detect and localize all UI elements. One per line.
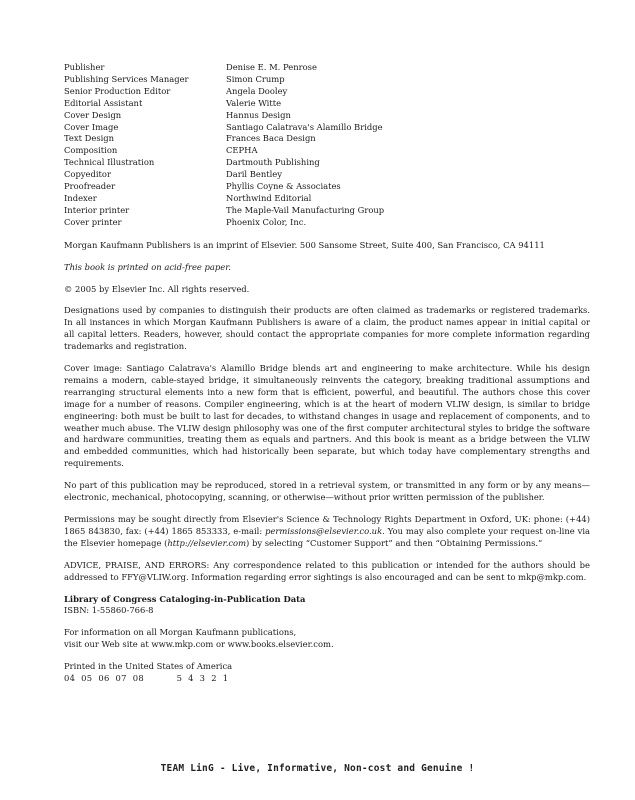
credit-name: Northwind Editorial (226, 192, 312, 203)
credit-role: Interior printer (64, 204, 130, 215)
credit-role: Senior Production Editor (64, 85, 171, 96)
copyright-notice: © 2005 by Elsevier Inc. All rights reserved. (64, 283, 250, 294)
permissions-text: ) by selecting “Customer Support” and then “Obtaining Permissions.” (246, 537, 543, 548)
credit-role: Proofreader (64, 181, 116, 192)
credit-name: Hannus Design (226, 109, 291, 120)
credit-name: Daril Bentley (226, 169, 282, 180)
credit-role: Publishing Services Manager (64, 73, 189, 84)
library-heading: Library of Congress Cataloging-in-Publication Data (64, 593, 306, 604)
credit-name: CEPHA (226, 145, 258, 156)
trademark-paragraph: Designations used by companies to distinguish their products are often claimed as trademarks or registered trademarks. In all instances in which Morgan Kaufmann Publishers is aware of a claim, the product names appear in initial capital or all capital letters. Readers, however, should contact the appropriate companies for more complete information regarding trademarks and registration. (64, 305, 590, 352)
cover-image-paragraph: Cover image: Santiago Calatrava's Alamillo Bridge blends art and engineering to make architecture. While his design remains a modern, cable-stayed bridge, it simultaneously reinvents the category, breaking traditional assumptions and rearranging structural elements into a new form that is efficient, powerful, and beautiful. The authors chose this cover image for a number of reasons. Compiler engineering, which is at the heart of modern VLIW design, is similar to bridge engineering: both must be built to last for decades, to withstand changes in usage and replacement of components, and to weather much abuse. The VLIW design philosophy was one of the first computer architectural styles to bridge the software and hardware communities, treating them as equals and partners. And this book is meant as a bridge between the VLIW and embedded communities, which had historically been separate, but which today have complementary strengths and requirements. (64, 363, 590, 469)
credit-role: Technical Illustration (64, 157, 155, 168)
credit-name: Simon Crump (226, 73, 285, 84)
credit-role: Cover printer (64, 216, 122, 227)
website-line: visit our Web site at www.mkp.com or www.books.elsevier.com. (64, 639, 334, 650)
copyright-page (64, 62, 590, 685)
credit-name: Valerie Witte (226, 97, 282, 108)
isbn: ISBN: 1-55860-766-8 (64, 605, 154, 616)
credit-role: Cover Design (64, 109, 122, 120)
printed-in-line: Printed in the United States of America (64, 661, 233, 672)
credit-name: Dartmouth Publishing (226, 157, 320, 168)
credit-name: Phoenix Color, Inc. (226, 216, 307, 227)
imprint-statement: Morgan Kaufmann Publishers is an imprint of Elsevier. 500 Sansome Street, Suite 400, San Francisco, CA 94111 (64, 239, 545, 250)
credit-name: Frances Baca Design (226, 133, 316, 144)
permissions-text: . You may also complete your request on-line via the Elsevier homepage ( (64, 525, 590, 548)
credit-name: Angela Dooley (226, 85, 288, 96)
credit-role: Text Design (64, 133, 115, 144)
credit-role: Editorial Assistant (64, 97, 143, 108)
reproduction-notice: No part of this publication may be reproduced, stored in a retrieval system, or transmitted in any form or by any means—electronic, mechanical, photocopying, scanning, or otherwise—without prior written permission of the publisher. (64, 480, 590, 503)
credit-role: Publisher (64, 62, 105, 72)
credit-name: Denise E. M. Penrose (226, 62, 317, 72)
credit-name: Phyllis Coyne & Associates (226, 181, 341, 192)
permissions-text: Permissions may be sought directly from Elsevier's Science & Technology Rights Department in Oxford, UK: phone: (+44) 1865 843830, fax: (+44) 1865 853333, e-mail: (64, 514, 590, 536)
credits-list (64, 62, 590, 229)
credit-role: Composition (64, 145, 118, 156)
printing-numbers: 04 05 06 07 08 5 4 3 2 1 (64, 673, 229, 684)
permissions-paragraph (64, 514, 590, 550)
footer-banner: TEAM LinG - Live, Informative, Non-cost and Genuine ! (160, 763, 475, 774)
permissions-email-link[interactable]: permissions@elsevier.co.uk (265, 525, 383, 536)
credit-role: Copyeditor (64, 169, 111, 180)
credit-name: The Maple-Vail Manufacturing Group (226, 204, 385, 215)
info-line: For information on all Morgan Kaufmann publications, (64, 627, 297, 638)
elsevier-url-link[interactable]: http://elsevier.com (167, 537, 247, 548)
credit-role: Cover Image (64, 121, 119, 132)
advice-paragraph: ADVICE, PRAISE, AND ERRORS: Any correspondence related to this publication or intended for the authors should be addressed to FFY@VLIW.org. Information regarding error sightings is also encouraged and can be sent to mkp@mkp.com. (64, 559, 590, 582)
acid-free-note: This book is printed on acid-free paper. (64, 261, 231, 272)
credit-role: Indexer (64, 192, 97, 203)
credit-name: Santiago Calatrava's Alamillo Bridge (226, 121, 383, 132)
